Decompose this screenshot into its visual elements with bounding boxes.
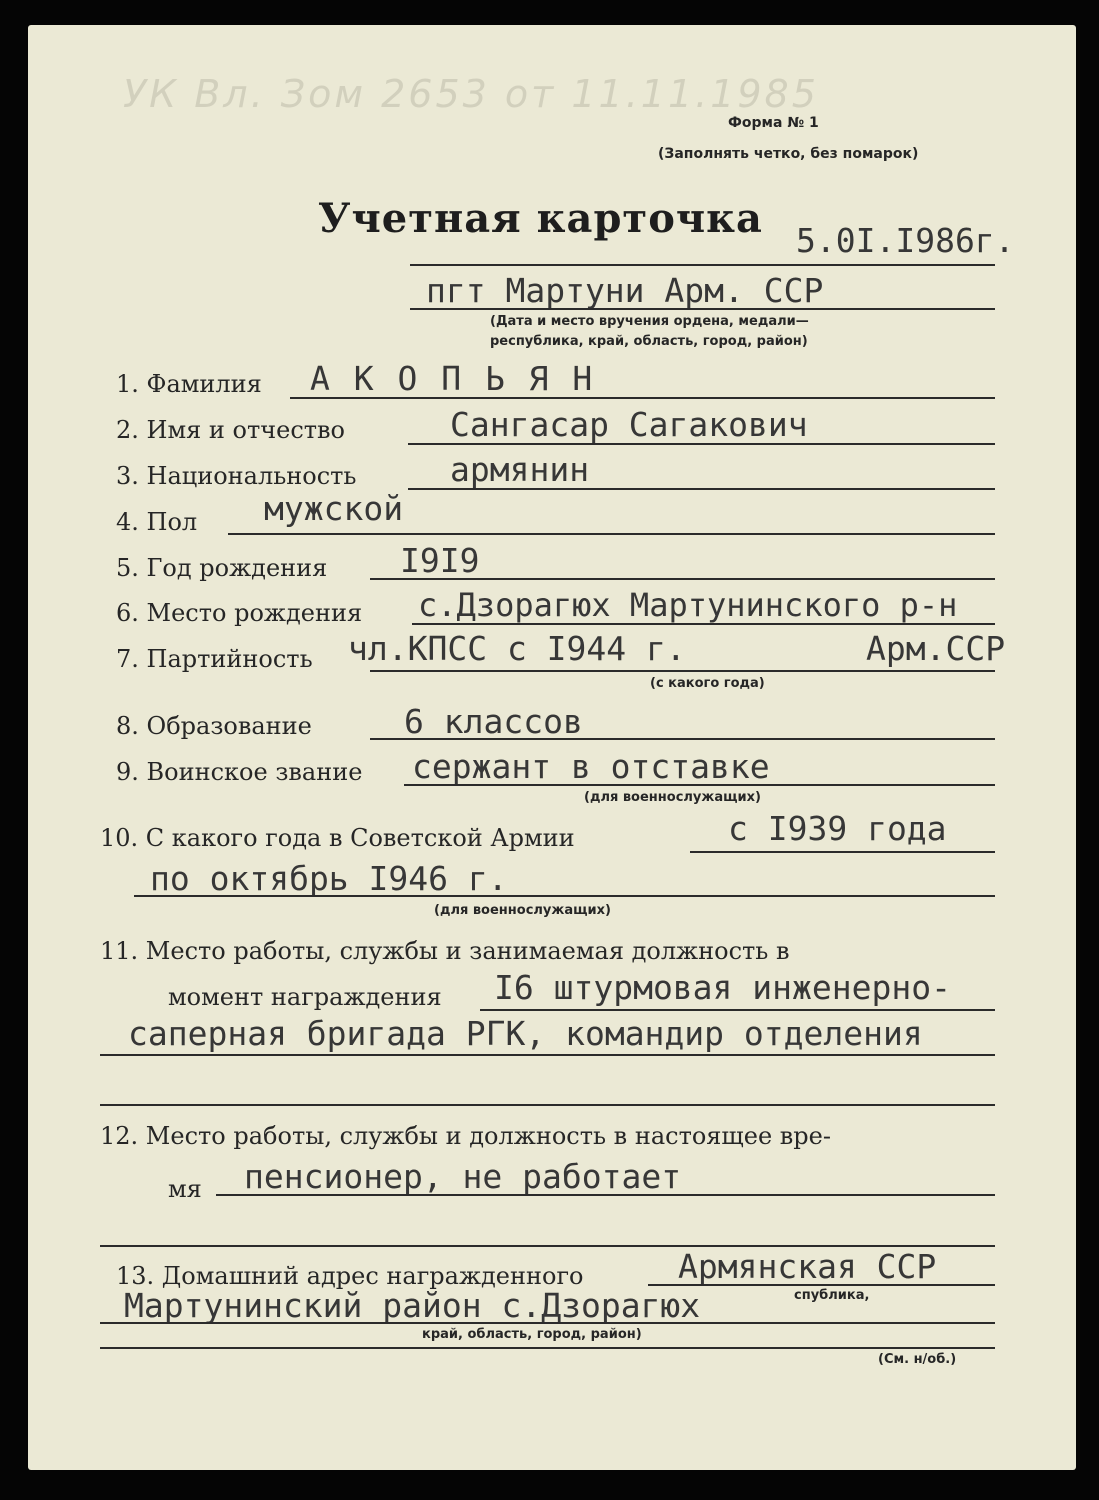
education-label: 8. Образование (116, 712, 312, 740)
nationality-line (408, 488, 995, 490)
address-line-3 (100, 1347, 995, 1349)
current-work-line (216, 1194, 995, 1196)
workplace-award-value-2: саперная бригада РГК, командир отделения (128, 1014, 923, 1053)
party-caption: (с какого года) (650, 676, 765, 691)
surname-line (290, 397, 995, 399)
workplace-award-line (480, 1009, 995, 1011)
army-line (690, 851, 995, 853)
current-work-label-2: мя (168, 1175, 202, 1203)
name-label: 2. Имя и отчество (116, 416, 345, 444)
education-line (370, 738, 995, 740)
address-caption: край, область, город, район) (422, 1327, 642, 1342)
army-line-2 (134, 895, 995, 897)
name-line (408, 443, 995, 445)
pencil-note: УК Вл. Зом 2653 от 11.11.1985 (123, 72, 819, 116)
birth-year-label: 5. Год рождения (116, 554, 328, 582)
rank-caption: (для военнослужащих) (584, 790, 761, 805)
nationality-label: 3. Национальность (116, 462, 357, 490)
party-value: чл.КПСС с I944 г. (348, 629, 686, 668)
award-place: пгт Мартуни Арм. ССР (426, 271, 824, 310)
workplace-award-label-2: момент награждения (168, 983, 442, 1011)
army-value: с I939 года (728, 809, 947, 848)
record-card (28, 25, 1076, 1470)
nationality-value: армянин (450, 450, 590, 489)
sex-label: 4. Пол (116, 508, 198, 536)
name-value: Сангасар Сагакович (450, 405, 808, 444)
party-value-2: Арм.ССР (866, 629, 1006, 668)
award-date-line (410, 264, 995, 266)
workplace-award-line-2 (100, 1054, 995, 1056)
rank-value: сержант в отставке (412, 747, 770, 786)
surname-value: А К О П Ь Я Н (310, 359, 595, 398)
party-line (370, 670, 995, 672)
sex-line (228, 533, 995, 535)
address-label: 13. Домашний адрес награжденного (116, 1262, 584, 1290)
party-label: 7. Партийность (116, 645, 313, 673)
award-caption-2: республика, край, область, город, район) (490, 334, 808, 349)
award-caption-1: (Дата и место вручения ордена, медали— (490, 314, 809, 329)
form-number: Форма № 1 (728, 115, 819, 131)
address-value-2: Мартунинский район с.Дзорагюх (124, 1286, 701, 1325)
card-title: Учетная карточка (318, 195, 763, 242)
army-value-2: по октябрь I946 г. (150, 859, 508, 898)
surname-label: 1. Фамилия (116, 370, 262, 398)
birthplace-value: с.Дзорагюх Мартунинского р-н (418, 586, 958, 624)
birth-year-line (370, 578, 995, 580)
birthplace-label: 6. Место рождения (116, 599, 363, 627)
workplace-award-label: 11. Место работы, службы и занимаемая должность в (100, 937, 790, 965)
birth-year-value: I9I9 (400, 541, 480, 580)
award-place-line (410, 308, 995, 310)
address-caption-right: спублика, (794, 1288, 870, 1303)
workplace-award-line-3 (100, 1104, 995, 1106)
address-line-2 (100, 1322, 995, 1324)
birthplace-line (412, 623, 995, 625)
footer-note: (См. н/об.) (878, 1352, 957, 1367)
rank-line (404, 784, 995, 786)
address-value: Армянская ССР (678, 1247, 937, 1286)
army-caption: (для военнослужащих) (434, 903, 611, 918)
current-work-value: пенсионер, не работает (244, 1157, 682, 1196)
award-date: 5.0I.I986г. (796, 221, 1015, 260)
rank-label: 9. Воинское звание (116, 758, 363, 786)
sex-value: мужской (264, 489, 404, 528)
army-label: 10. С какого года в Советской Армии (100, 824, 575, 852)
workplace-award-value: I6 штурмовая инженерно- (494, 968, 951, 1007)
current-work-label: 12. Место работы, службы и должность в настоящее вре- (100, 1122, 831, 1150)
education-value: 6 классов (404, 702, 583, 741)
form-instruction: (Заполнять четко, без помарок) (658, 146, 919, 162)
